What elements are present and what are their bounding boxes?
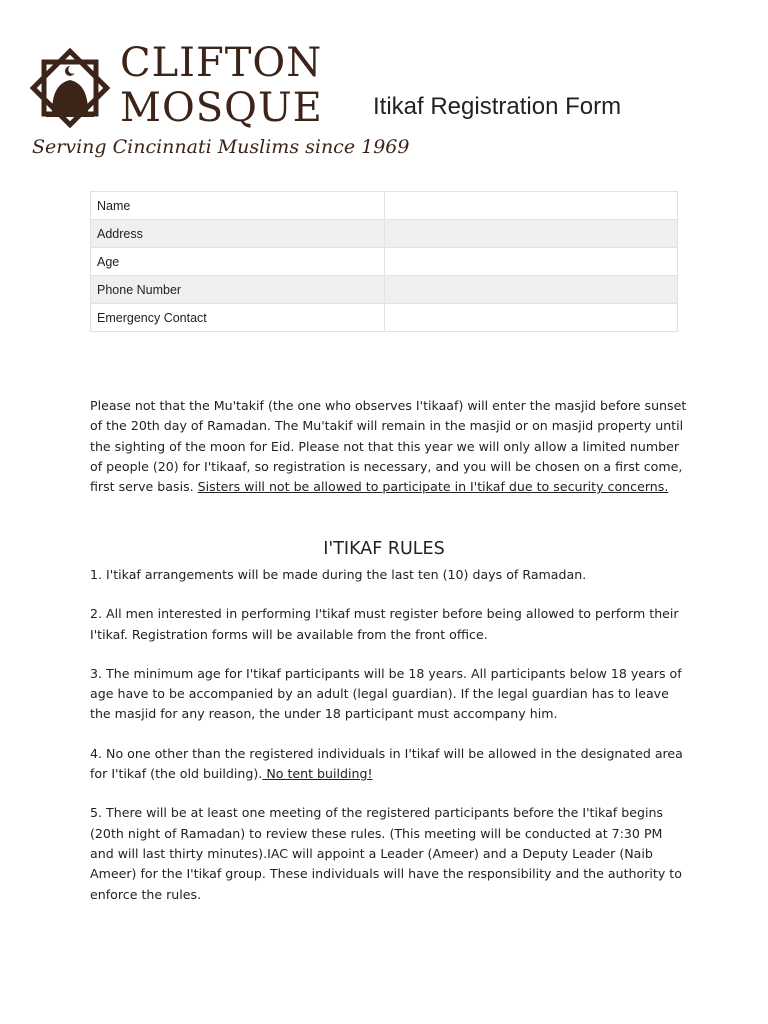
page-title: Itikaf Registration Form (373, 93, 622, 120)
rule-item (90, 604, 690, 645)
logo-tagline: Serving Cincinnati Muslims since 1969 (32, 136, 410, 158)
field-label-emergency-contact: Emergency Contact (91, 304, 385, 332)
intro-notice: Sisters will not be allowed to participate in I'tikaf due to security concerns. (197, 479, 669, 495)
rule-text: 2. All men interested in performing I'tikaf must register before being allowed to perform their I'tikaf. Registration forms will be available from the front office. (90, 606, 679, 642)
table-row (91, 220, 678, 248)
rule-notice: No tent building! (262, 766, 373, 782)
field-label-name: Name (91, 192, 385, 220)
rule-text: 1. I'tikaf arrangements will be made during the last ten (10) days of Ramadan. (90, 567, 587, 582)
registration-table (90, 191, 678, 332)
field-input-emergency-contact[interactable] (385, 304, 678, 332)
intro-text: Please not that the Mu'takif (the one who observes I'tikaaf) will enter the masjid before sunset of the 20th day of Ramadan. The Mu'takif will remain in the masjid or on masjid property until the sighting of the moon for Eid. Please not that this year we will only allow a limited number of people (20) for I'tikaaf, so registration is necessary, and you will be chosen on a first come, first serve basis. (90, 398, 687, 495)
field-input-phone-number[interactable] (385, 276, 678, 304)
table-row (91, 276, 678, 304)
rule-text: 3. The minimum age for I'tikaf participants will be 18 years. All participants below 18 years of age have to be accompanied by an adult (legal guardian). If the legal guardian has to leave the masjid for any reason, the under 18 participant must accompany him. (90, 665, 682, 722)
rule-text: 4. No one other than the registered individuals in I'tikaf will be allowed in the designated area for I'tikaf (the old building). (90, 745, 683, 782)
rule-text: 5. There will be at least one meeting of the registered participants before the I'tikaf begins (20th night of Ramadan) to review these rules. (This meeting will be conducted at 7:30 PM and will last thirty minutes).IAC will appoint a Leader (Ameer) and a Deputy Leader (Naib Ameer) for the I'tikaf group. These individuals will have the responsibility and the authority to enforce the rules. (90, 805, 682, 902)
table-row (91, 304, 678, 332)
field-label-address: Address (91, 220, 385, 248)
field-label-age: Age (91, 248, 385, 276)
table-row (91, 248, 678, 276)
rule-item (90, 744, 690, 785)
clifton-mosque-logo (22, 40, 410, 165)
logo-text-line2: MOSQUE (120, 85, 323, 131)
logo-text-line1: CLIFTON (120, 40, 323, 86)
intro-paragraph (90, 396, 690, 497)
field-input-age[interactable] (385, 248, 678, 276)
table-row (91, 192, 678, 220)
field-label-phone-number: Phone Number (91, 276, 385, 304)
field-input-name[interactable] (385, 192, 678, 220)
rules-heading: I'TIKAF RULES (323, 539, 445, 559)
mosque-star-icon (22, 40, 118, 136)
field-input-address[interactable] (385, 220, 678, 248)
rule-item (90, 664, 690, 725)
rules-list (90, 565, 690, 924)
rule-item (90, 803, 690, 904)
rule-item (90, 565, 690, 585)
